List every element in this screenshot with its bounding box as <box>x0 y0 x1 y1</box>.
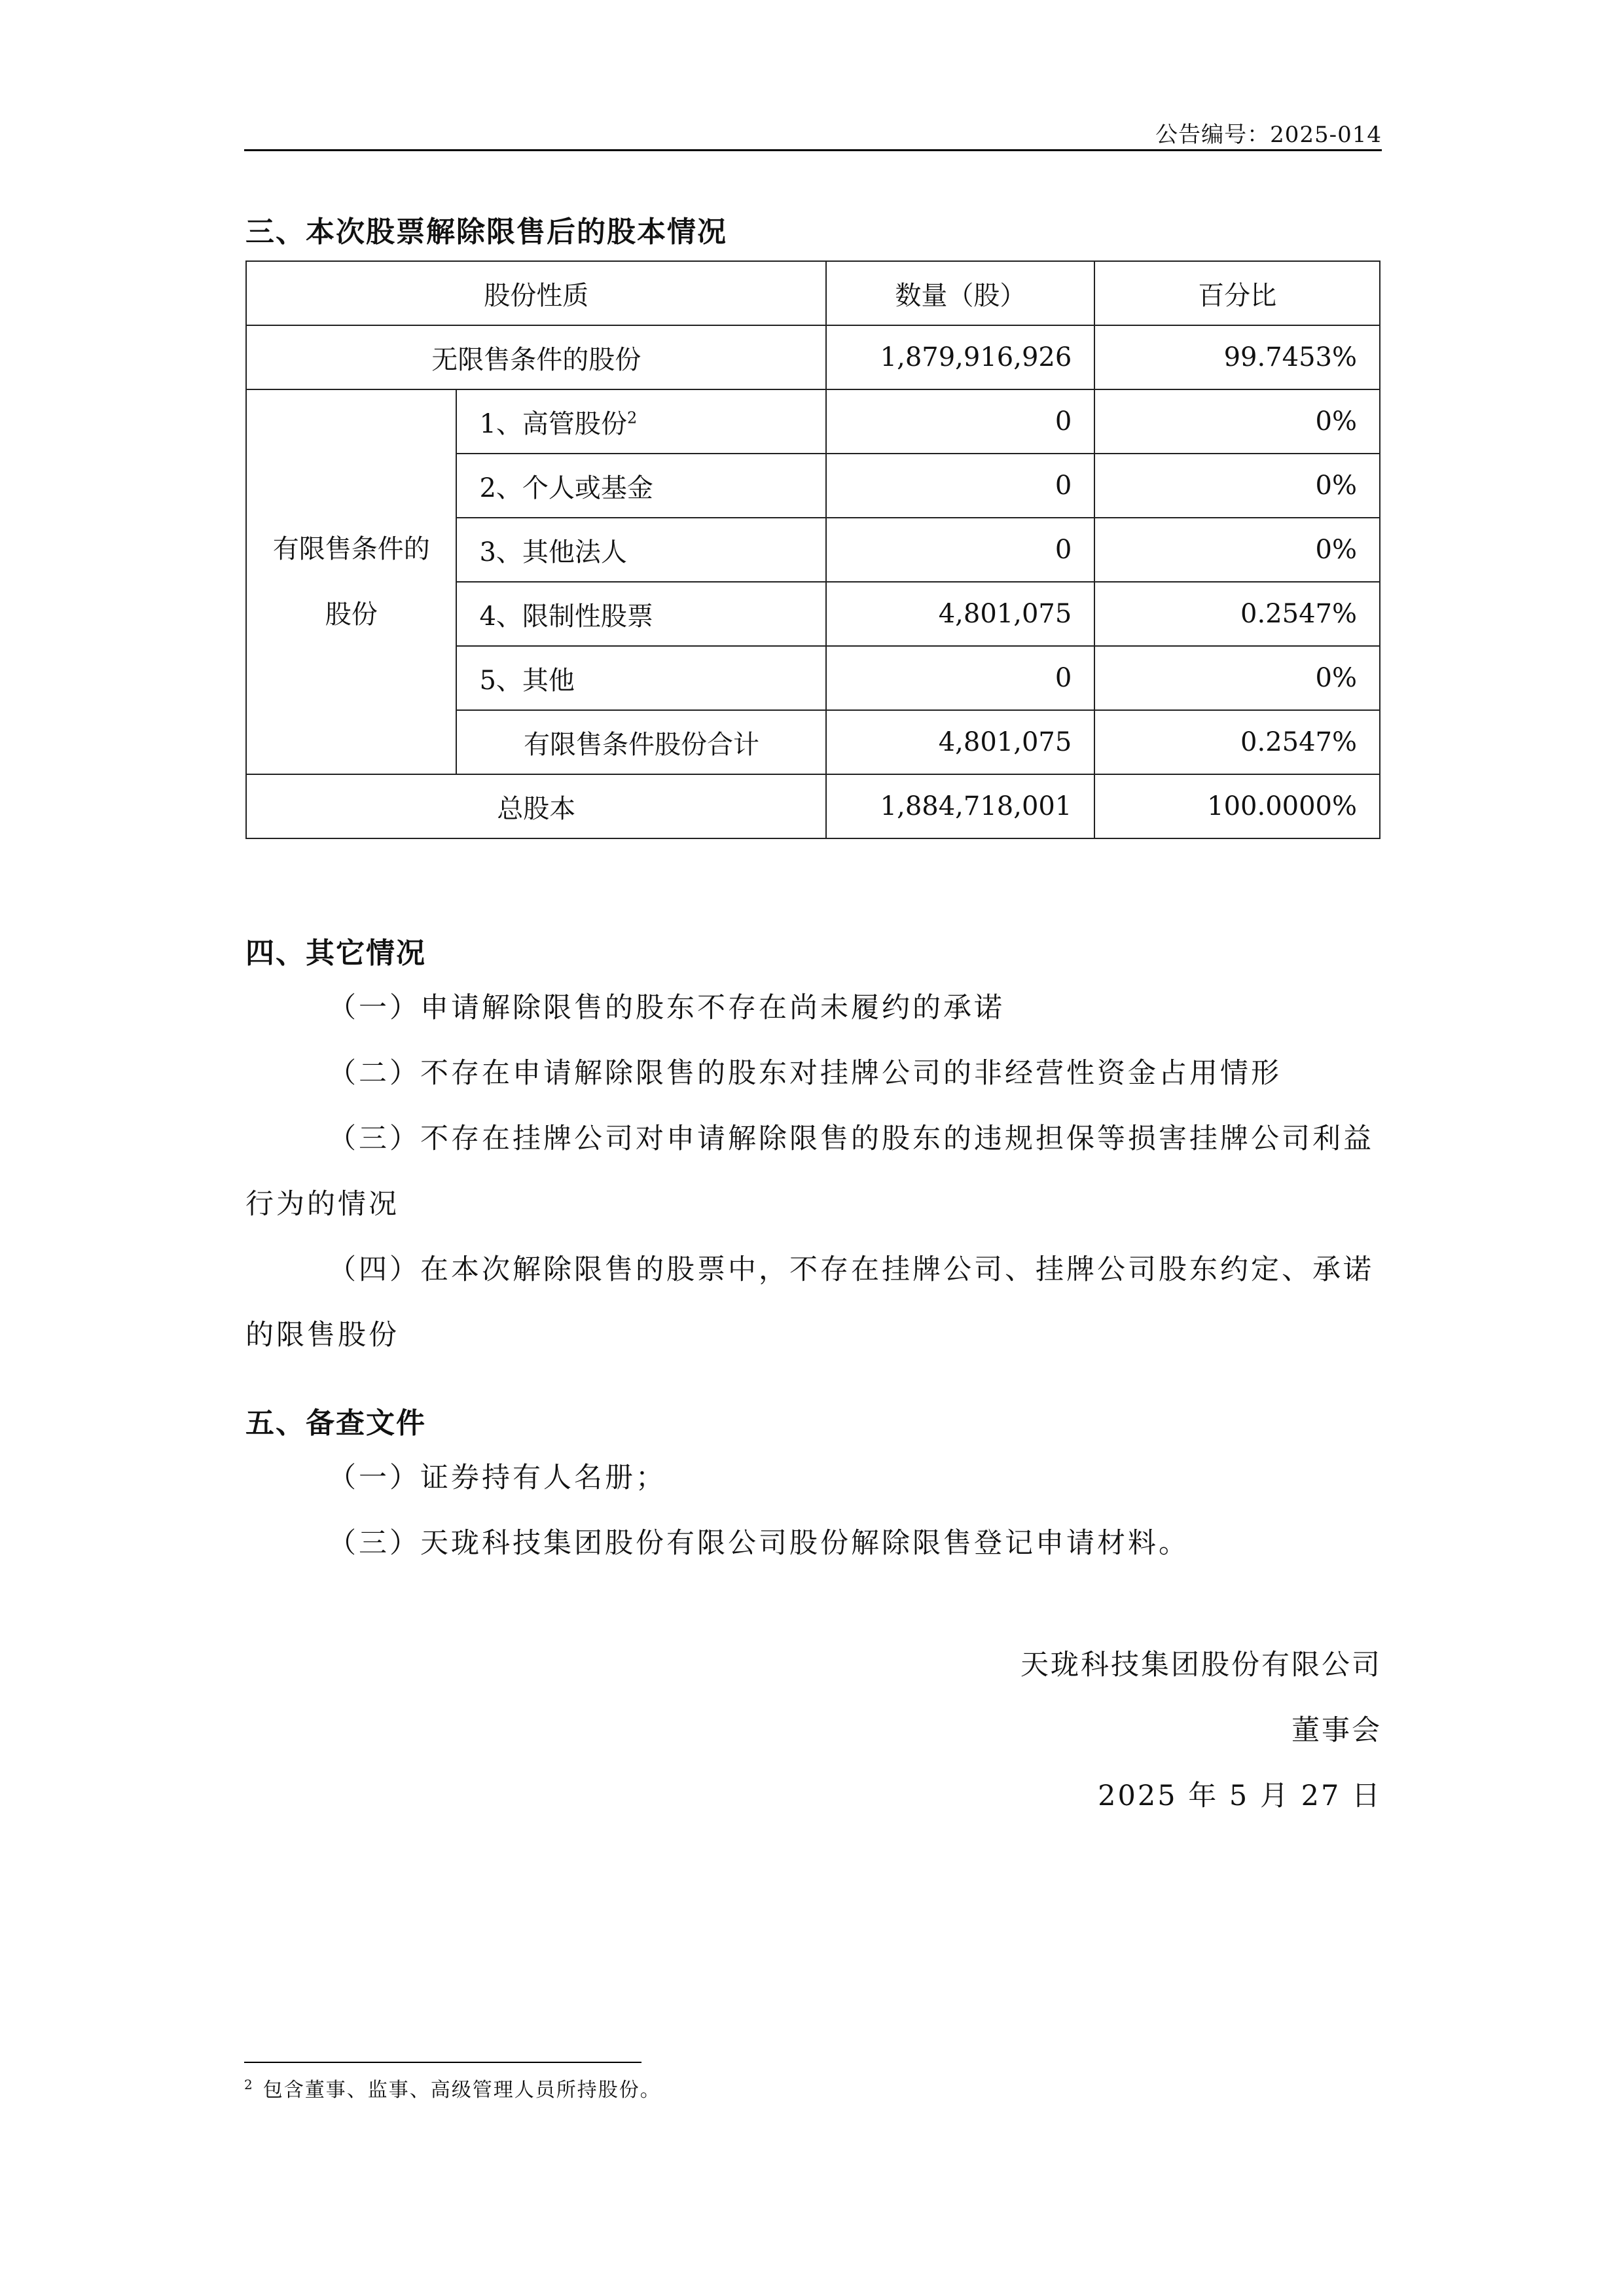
section-4-body <box>245 975 1383 1368</box>
row-quantity: 0 <box>826 646 1094 710</box>
header-divider <box>244 149 1382 151</box>
row-label: 总股本 <box>246 774 826 838</box>
row-percentage: 0.2547% <box>1094 710 1380 774</box>
row-percentage: 0% <box>1094 518 1380 582</box>
table-header-row <box>246 261 1380 325</box>
footnote-mark: 2 <box>244 2077 254 2092</box>
table-row <box>246 389 1380 454</box>
row-percentage: 0% <box>1094 454 1380 518</box>
row-quantity: 0 <box>826 454 1094 518</box>
row-percentage: 0% <box>1094 646 1380 710</box>
footnote-ref: 2 <box>626 408 638 427</box>
equity-table <box>245 260 1380 839</box>
section-5-title: 五、备查文件 <box>245 1407 426 1440</box>
row-quantity: 0 <box>826 389 1094 454</box>
row-percentage: 0.2547% <box>1094 582 1380 646</box>
list-item: （四）在本次解除限售的股票中，不存在挂牌公司、挂牌公司股东约定、承诺的限售股份 <box>245 1253 1374 1352</box>
row-percentage: 100.0000% <box>1094 774 1380 838</box>
row-label: 2、个人或基金 <box>456 454 826 518</box>
row-quantity: 0 <box>826 518 1094 582</box>
header-nature: 股份性质 <box>246 261 826 325</box>
signature-board: 董事会 <box>1291 1714 1382 1747</box>
row-quantity: 1,879,916,926 <box>826 325 1094 389</box>
footnote <box>244 2073 661 2102</box>
list-item: （三）不存在挂牌公司对申请解除限售的股东的违规担保等损害挂牌公司利益行为的情况 <box>245 1122 1374 1221</box>
row-quantity: 1,884,718,001 <box>826 774 1094 838</box>
row-label: 5、其他 <box>456 646 826 710</box>
footnote-divider <box>244 2062 641 2063</box>
list-item: （一）证券持有人名册； <box>328 1462 666 1494</box>
row-quantity: 4,801,075 <box>826 710 1094 774</box>
signature-date: 2025 年 5 月 27 日 <box>1098 1780 1382 1812</box>
list-item: （三）天珑科技集团股份有限公司股份解除限售登记申请材料。 <box>328 1527 1189 1560</box>
header-percentage: 百分比 <box>1094 261 1380 325</box>
row-label: 无限售条件的股份 <box>246 325 826 389</box>
signature-company: 天珑科技集团股份有限公司 <box>1020 1649 1382 1681</box>
row-quantity: 4,801,075 <box>826 582 1094 646</box>
header-quantity: 数量（股） <box>826 261 1094 325</box>
table-row <box>246 325 1380 389</box>
row-label: 1、高管股份$^2$ <box>456 389 826 454</box>
table-row <box>246 774 1380 838</box>
row-percentage: 99.7453% <box>1094 325 1380 389</box>
row-label: 3、其他法人 <box>456 518 826 582</box>
section-4-title: 四、其它情况 <box>245 937 426 970</box>
row-label: 有限售条件股份合计 <box>456 710 826 774</box>
list-item: （二）不存在申请解除限售的股东对挂牌公司的非经营性资金占用情形 <box>328 1057 1282 1090</box>
row-label: 4、限制性股票 <box>456 582 826 646</box>
row-percentage: 0% <box>1094 389 1380 454</box>
footnote-text: 包含董事、监事、高级管理人员所持股份。 <box>262 2079 661 2102</box>
section-3-title: 三、本次股票解除限售后的股本情况 <box>245 215 727 249</box>
list-item: （一）申请解除限售的股东不存在尚未履约的承诺 <box>328 992 1005 1024</box>
section-5-body <box>245 1445 1383 1576</box>
restricted-group-label: 有限售条件的 股份 <box>246 389 456 774</box>
announcement-number: 公告编号：2025-014 <box>1155 122 1382 148</box>
